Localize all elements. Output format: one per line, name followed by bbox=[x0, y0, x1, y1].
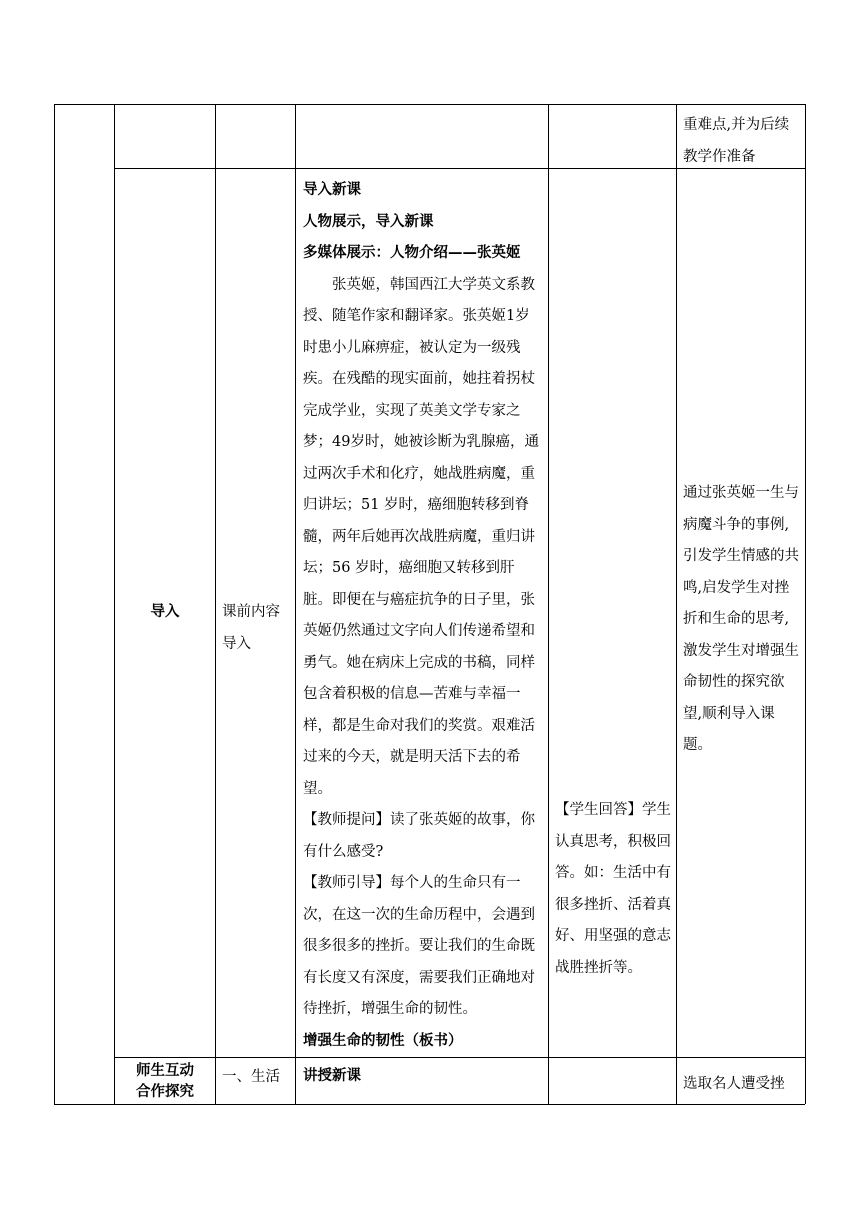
teacher-heading-blackboard: 增强生命的韧性（板书） bbox=[303, 1032, 463, 1049]
row3-stage-line1: 师生互动 bbox=[136, 1063, 194, 1079]
col-border-5 bbox=[676, 104, 677, 1104]
teacher-heading-person: 人物展示，导入新课 bbox=[303, 213, 434, 230]
col-border-2 bbox=[215, 104, 216, 1104]
row2-goal-cell bbox=[683, 478, 800, 762]
col-border-3 bbox=[295, 104, 296, 1104]
table-top-border bbox=[54, 104, 805, 105]
row2-teacher-cell bbox=[303, 175, 543, 1057]
teacher-question-paragraph: 【教师提问】读了张英姬的故事，你有什么感受? bbox=[303, 812, 535, 860]
row2-stage-cell bbox=[115, 597, 215, 629]
col-border-4 bbox=[548, 104, 549, 1104]
teacher-heading-multimedia: 多媒体展示：人物介绍——张英姬 bbox=[303, 245, 521, 261]
row2-student-cell bbox=[555, 795, 671, 984]
teacher-guidance-paragraph: 【教师引导】每个人的生命只有一次，在这一次的生命历程中，会遇到很多很多的挫折。要让我们的生命既有长度又有深度，需要我们正确地对待挫折，增强生命的韧性。 bbox=[303, 875, 535, 1017]
row2-content-cell bbox=[222, 597, 290, 660]
row2-stage-label: 导入 bbox=[150, 604, 180, 620]
row3-stage-line2: 合作探究 bbox=[136, 1084, 194, 1100]
col-border-6 bbox=[805, 104, 806, 1104]
col-border-0 bbox=[54, 104, 55, 1104]
row2-bottom-border bbox=[114, 1057, 805, 1058]
student-answer-text: 【学生回答】学生认真思考，积极回答。如：生活中有很多挫折、活着真好、用坚强的意志战胜挫折等。 bbox=[555, 802, 671, 976]
row3-stage-cell bbox=[115, 1061, 215, 1103]
teacher-heading-import: 导入新课 bbox=[303, 182, 361, 198]
row3-content-title: 一、生活 bbox=[222, 1069, 280, 1085]
row3-teacher-heading: 讲授新课 bbox=[303, 1068, 361, 1084]
teacher-story-paragraph: 张英姬，韩国西江大学英文系教授、随笔作家和翻译家。张英姬1岁时患小儿麻痹症，被认定为一级残疾。在残酷的现实面前，她拄着拐杖完成学业，实现了英美文学专家之梦；49岁时，她被诊断为乳腺癌，通过两次手术和化疗，她战胜病魔，重归讲坛；51 岁时，癌细胞转移到脊髓，两年后她再次战胜病魔，重归讲坛；56 岁时，癌细胞又转移到肝脏。即便在与癌症抗争的日子里，张英姬仍然通过文字向人们传递希望和勇气。她在病床上完成的书稿，同样包含着积极的信息—苦难与幸福一样，都是生命对我们的奖赏。艰难活过来的今天，就是明天活下去的希望。 bbox=[303, 276, 539, 797]
row1-goal-cell bbox=[683, 110, 800, 173]
row1-goal-text: 重难点,并为后续教学作准备 bbox=[683, 117, 790, 165]
row3-teacher-cell bbox=[303, 1066, 543, 1086]
row2-goal-text: 通过张英姬一生与病魔斗争的事例,引发学生情感的共鸣,启发学生对挫折和生命的思考,激发学生对增强生命韧性的探究欲望,顺利导入课题。 bbox=[683, 485, 799, 753]
table-bottom-border bbox=[54, 1104, 805, 1105]
row2-content-title: 课前内容导入 bbox=[222, 604, 280, 652]
row3-content-cell bbox=[222, 1067, 290, 1087]
row3-goal-text: 选取名人遭受挫 bbox=[683, 1076, 785, 1092]
row3-goal-cell bbox=[683, 1074, 800, 1094]
